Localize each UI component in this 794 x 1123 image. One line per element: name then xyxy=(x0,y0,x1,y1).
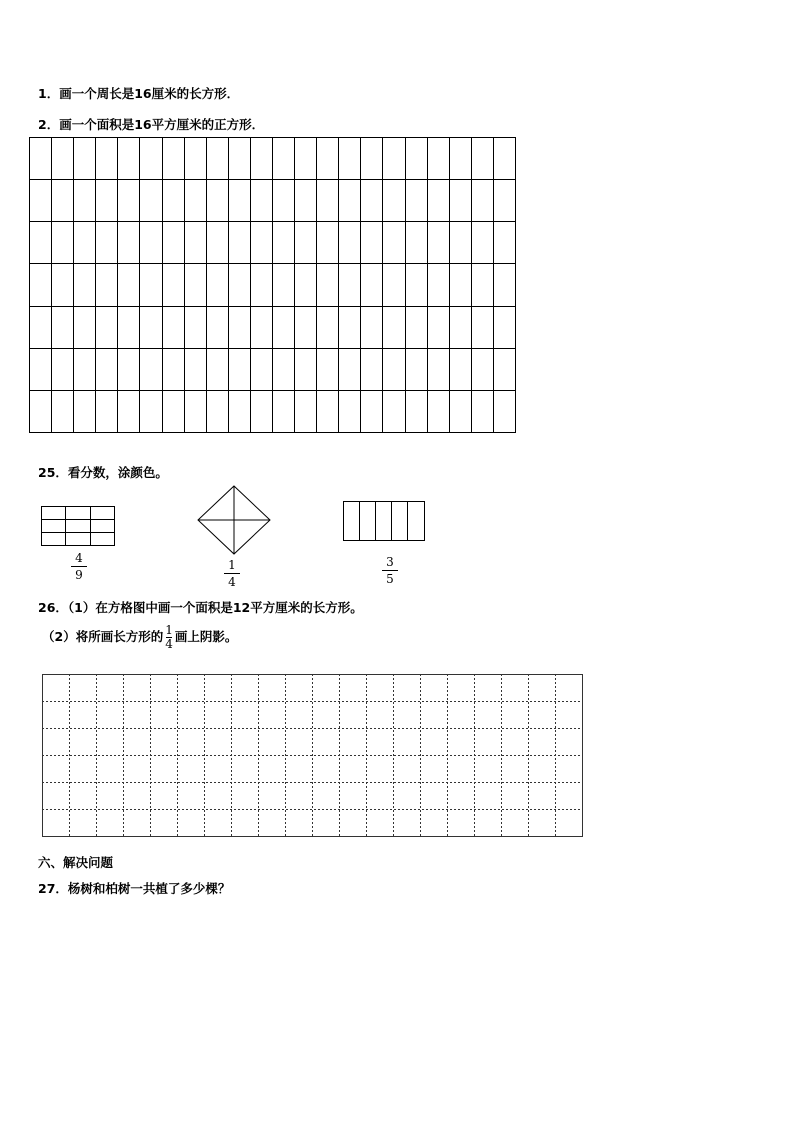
question-26-part-2-prefix: （2）将所画长方形的 xyxy=(42,629,164,644)
fraction-four-ninths xyxy=(69,551,89,582)
square-grid-2[interactable] xyxy=(42,674,583,837)
question-26-part-2 xyxy=(42,624,237,651)
inline-fraction-one-quarter xyxy=(165,624,173,651)
fraction-bar xyxy=(71,566,87,567)
rectangle-five-parts-shape[interactable] xyxy=(343,501,425,541)
fraction-bar xyxy=(224,573,240,574)
fraction-three-fifths xyxy=(380,555,400,586)
fraction-one-quarter xyxy=(222,558,242,589)
fraction-numerator: 4 xyxy=(75,551,83,565)
question-26-part-2-suffix: 画上阴影。 xyxy=(174,629,238,644)
rectangle-nine-parts-shape[interactable] xyxy=(41,506,115,546)
fraction-bar xyxy=(382,570,398,571)
fraction-denominator: 5 xyxy=(386,572,394,586)
question-2: 2．画一个面积是16平方厘米的正方形． xyxy=(38,117,265,132)
question-25: 25．看分数，涂颜色。 xyxy=(38,465,168,480)
square-grid-1[interactable] xyxy=(29,137,516,433)
fraction-denominator: 4 xyxy=(165,637,173,651)
fraction-denominator: 4 xyxy=(228,575,236,589)
question-26-part-1: 26．（1）在方格图中画一个面积是12平方厘米的长方形。 xyxy=(38,600,363,615)
question-1: 1．画一个周长是16厘米的长方形． xyxy=(38,86,240,101)
fraction-numerator: 1 xyxy=(165,623,173,637)
fraction-numerator: 3 xyxy=(386,555,394,569)
fraction-numerator: 1 xyxy=(228,558,236,572)
section-6-heading: 六、解决问题 xyxy=(38,855,114,870)
diamond-four-parts-shape[interactable] xyxy=(197,485,271,555)
question-27: 27．杨树和柏树一共植了多少棵？ xyxy=(38,881,231,896)
fraction-denominator: 9 xyxy=(75,568,83,582)
